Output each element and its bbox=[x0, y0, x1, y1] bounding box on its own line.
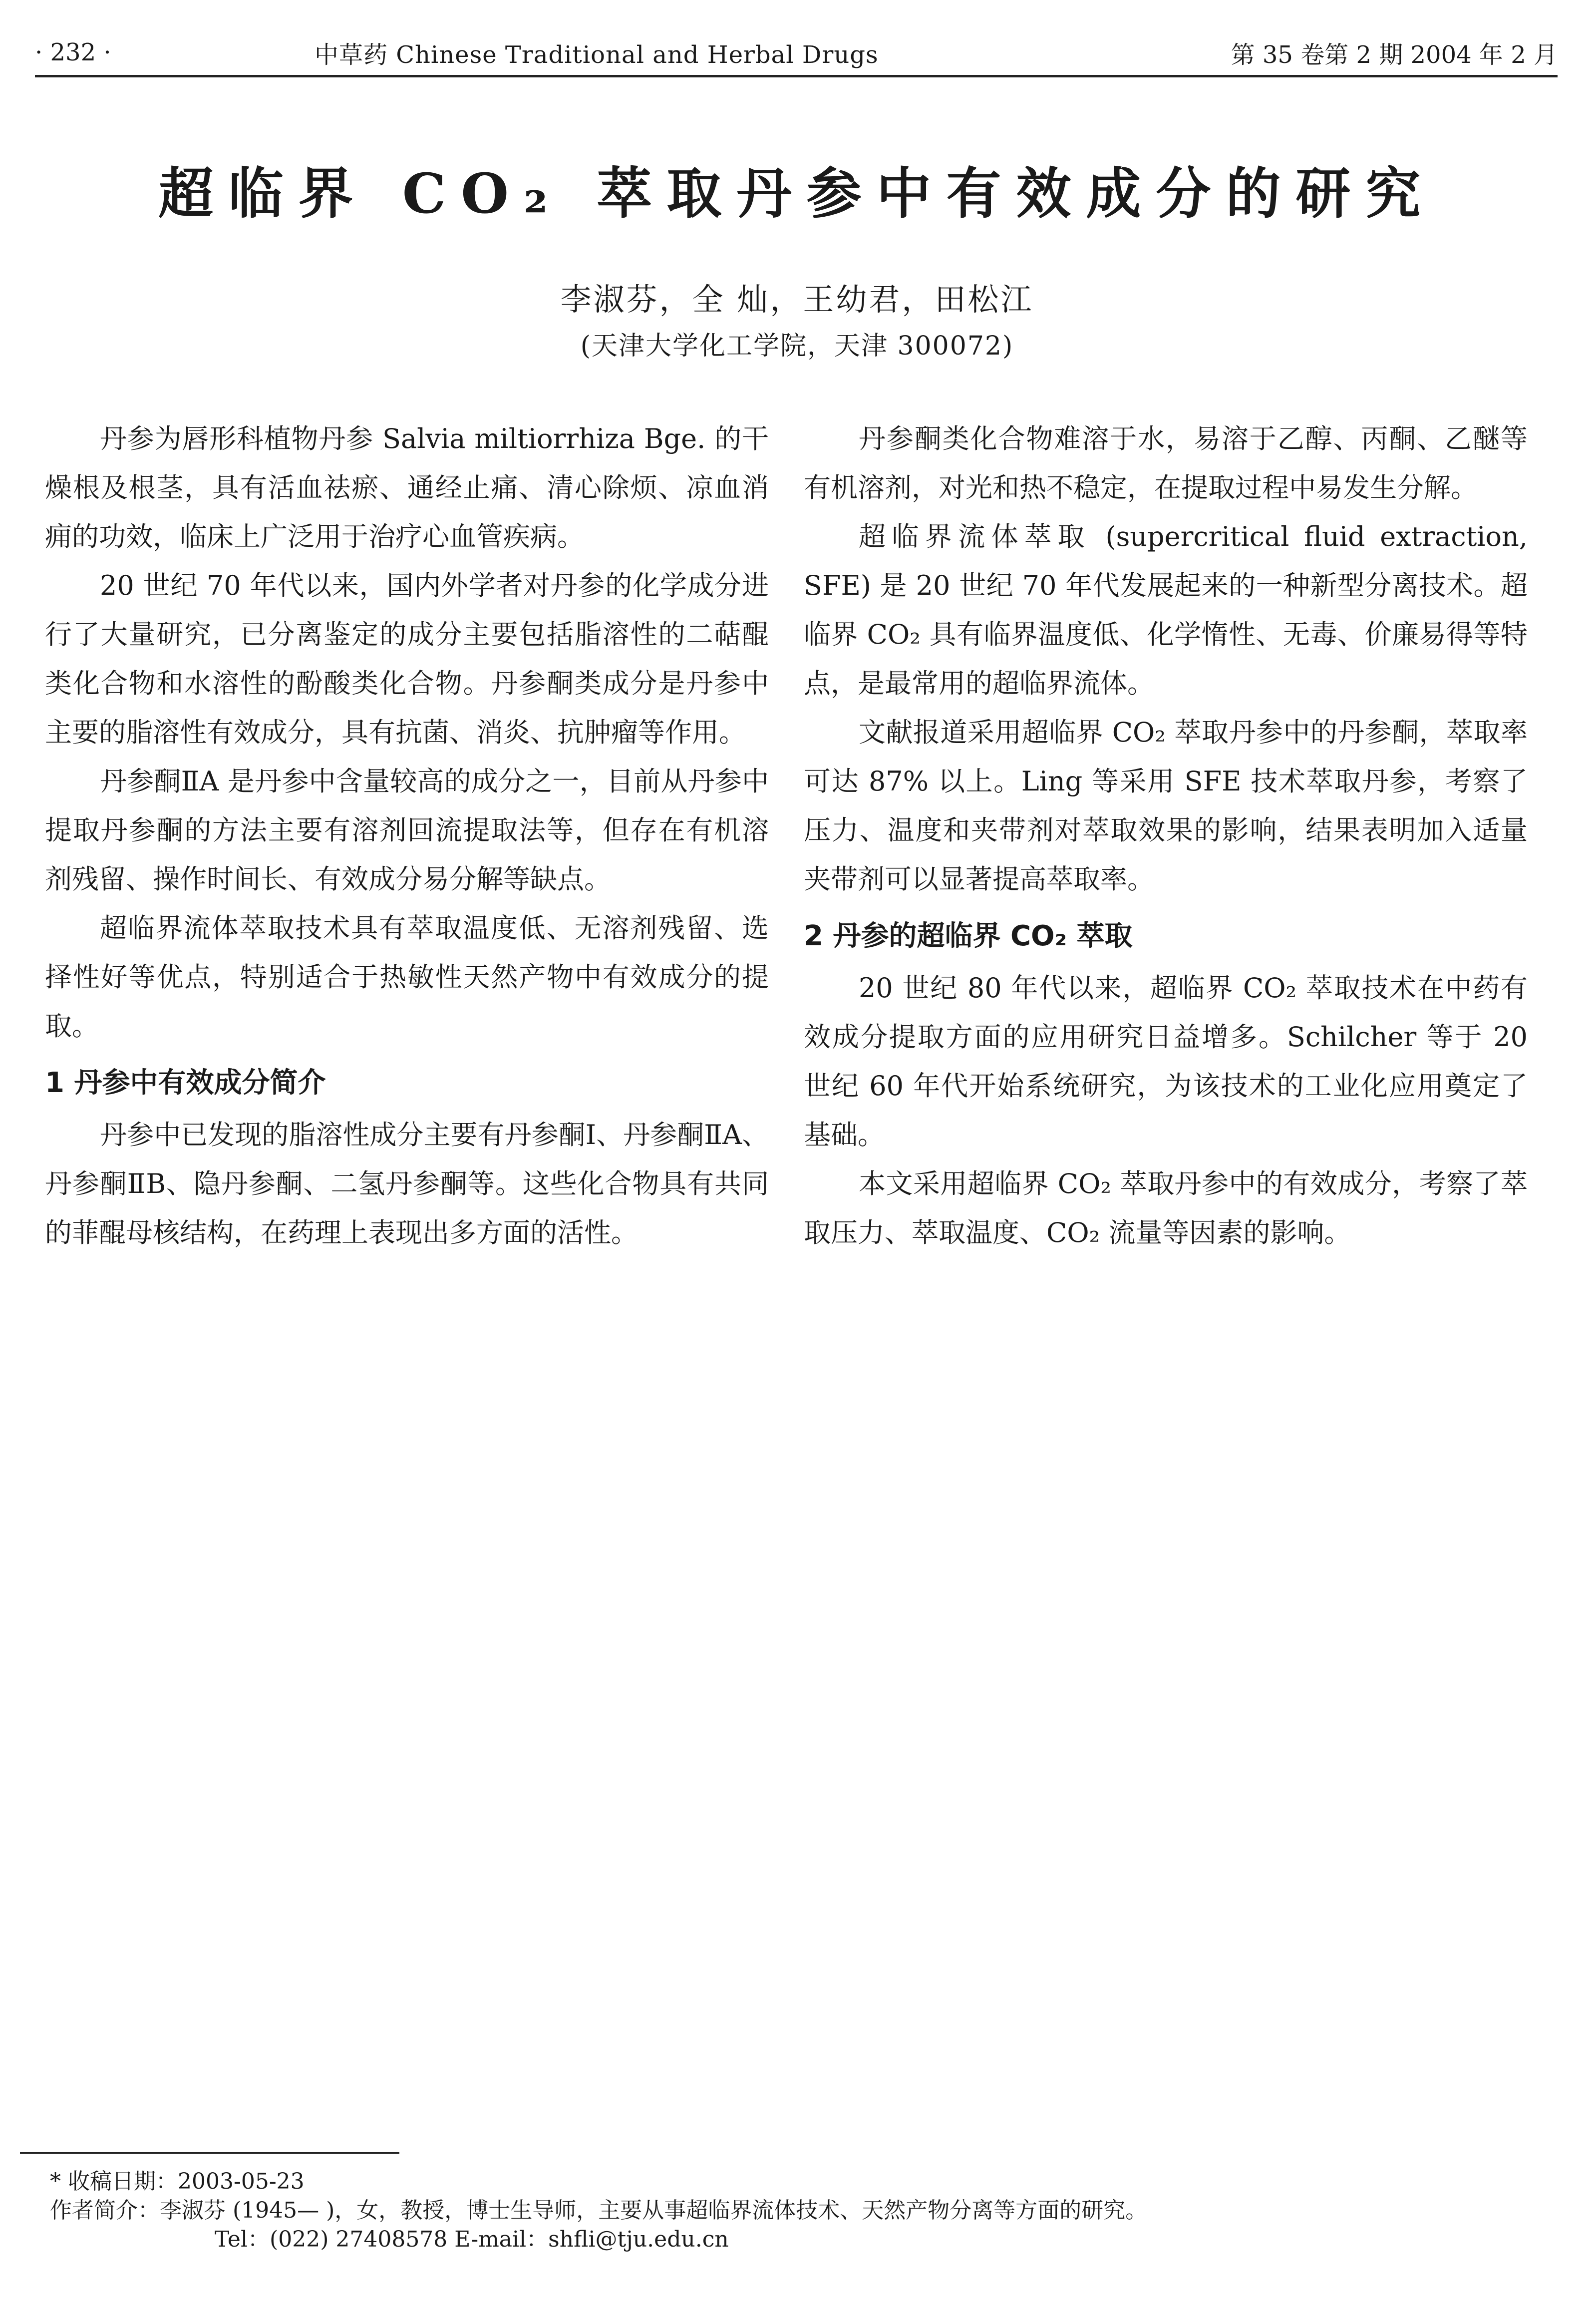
page-header bbox=[35, 30, 1558, 77]
footnote-author-bio: 作者简介：李淑芬 (1945— )，女，教授，博士生导师，主要从事超临界流体技术、天然产物分离等方面的研究。 bbox=[50, 2198, 1148, 2223]
paragraph: 丹参酮ⅡA 是丹参中含量较高的成分之一，目前从丹参中提取丹参酮的方法主要有溶剂回流提取法等，但存在有机溶剂残留、操作时间长、有效成分易分解等缺点。 bbox=[45, 766, 769, 895]
section-heading-2: 2 丹参的超临界 CO₂ 萃取 bbox=[804, 920, 1133, 952]
paragraph: 文献报道采用超临界 CO₂ 萃取丹参中的丹参酮，萃取率可达 87% 以上。Ling 等采用 SFE 技术萃取丹参，考察了压力、温度和夹带剂对萃取效果的影响，结果表明加入适量夹带剂可以显著提高萃取率。 bbox=[804, 717, 1528, 895]
footnote-received-date: * 收稿日期：2003-05-23 bbox=[50, 2169, 305, 2194]
paragraph: 20 世纪 70 年代以来，国内外学者对丹参的化学成分进行了大量研究，已分离鉴定的成分主要包括脂溶性的二萜醌类化合物和水溶性的酚酸类化合物。丹参酮类成分是丹参中主要的脂溶性有效成分，具有抗菌、消炎、抗肿瘤等作用。 bbox=[45, 570, 769, 748]
author-list: 李淑芬，全 灿，王幼君，田松江 bbox=[560, 281, 1034, 318]
right-column bbox=[804, 414, 1528, 2137]
footnote-divider bbox=[20, 2152, 399, 2154]
section-heading-1: 1 丹参中有效成分简介 bbox=[45, 1067, 326, 1099]
footnotes bbox=[50, 2167, 1498, 2254]
paragraph: 丹参酮类化合物难溶于水，易溶于乙醇、丙酮、乙醚等有机溶剂，对光和热不稳定，在提取过程中易发生分解。 bbox=[804, 423, 1528, 503]
left-column bbox=[45, 414, 769, 2137]
paragraph: 丹参中已发现的脂溶性成分主要有丹参酮Ⅰ、丹参酮ⅡA、丹参酮ⅡB、隐丹参酮、二氢丹参酮等。这些化合物具有共同的菲醌母核结构，在药理上表现出多方面的活性。 bbox=[45, 1119, 769, 1248]
footnote-contact: Tel：(022) 27408578 E-mail：shfli@tju.edu.cn bbox=[215, 2227, 729, 2252]
paragraph: 本文采用超临界 CO₂ 萃取丹参中的有效成分，考察了萃取压力、萃取温度、CO₂ 流量等因素的影响。 bbox=[804, 1168, 1528, 1248]
paragraph: 超临界流体萃取技术具有萃取温度低、无溶剂残留、选择性好等优点，特别适合于热敏性天然产物中有效成分的提取。 bbox=[45, 912, 769, 1042]
paper-title: 超临界 CO₂ 萃取丹参中有效成分的研究 bbox=[158, 161, 1436, 226]
volume-issue: 第 35 卷第 2 期 2004 年 2 月 bbox=[1231, 40, 1558, 69]
affiliation: (天津大学化工学院，天津 300072) bbox=[580, 331, 1014, 361]
paragraph: 超临界流体萃取 (supercritical fluid extraction, SFE) 是 20 世纪 70 年代发展起来的一种新型分离技术。超临界 CO₂ 具有临界温度低、化学惰性、无毒、价廉易得等特点，是最常用的超临界流体。 bbox=[804, 521, 1528, 699]
journal-name: 中草药 Chinese Traditional and Herbal Drugs bbox=[315, 40, 879, 69]
paragraph: 丹参为唇形科植物丹参 Salvia miltiorrhiza Bge. 的干燥根及根茎，具有活血祛瘀、通经止痛、清心除烦、凉血消痈的功效，临床上广泛用于治疗心血管疾病。 bbox=[45, 423, 769, 552]
page-number: · 232 · bbox=[35, 38, 111, 66]
paragraph: 20 世纪 80 年代以来，超临界 CO₂ 萃取技术在中药有效成分提取方面的应用研究日益增多。Schilcher 等于 20 世纪 60 年代开始系统研究，为该技术的工业化应用奠定了基础。 bbox=[804, 972, 1528, 1151]
